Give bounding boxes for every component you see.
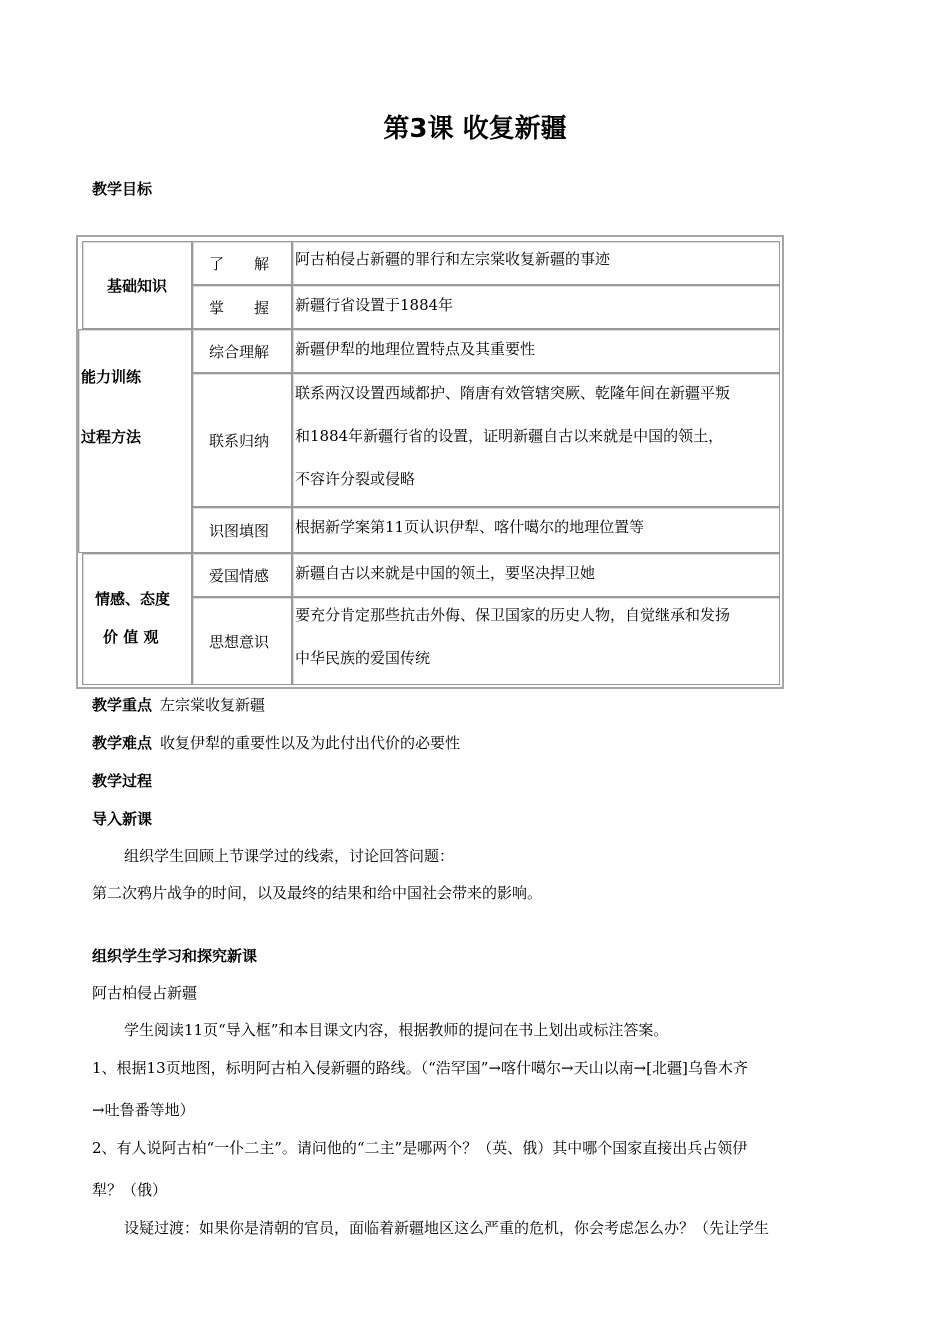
difficulty-text: 收复伊犁的重要性以及为此付出代价的必要性 — [160, 734, 461, 752]
difficulty — [92, 732, 460, 753]
category-cell — [78, 329, 192, 553]
content-text: 根据新学案第11页认识伊犁、喀什噶尔的地理位置等 — [295, 518, 645, 536]
intro-heading: 导入新课 — [92, 810, 153, 828]
content-text: 新疆自古以来就是中国的领土，要坚决捍卫她 — [295, 564, 596, 582]
sub-cell — [192, 553, 292, 597]
key-point-label: 教学重点 — [92, 696, 153, 714]
content-text: 联系两汉设置西域都护、隋唐有效管辖突厥、乾隆年间在新疆平叛 — [295, 384, 731, 402]
content-text: 阿古柏侵占新疆的罪行和左宗棠收复新疆的事迹 — [295, 250, 611, 268]
subsection-title: 阿古柏侵占新疆 — [92, 984, 198, 1002]
content-cell — [292, 329, 780, 373]
sub-cell — [192, 373, 292, 507]
body-paragraph: 学生阅读11页“导入框”和本目课文内容，根据教师的提问在书上划出或标注答案。 — [124, 1021, 669, 1039]
category-label: 能力训练 — [81, 368, 142, 386]
category-cell — [82, 241, 192, 329]
content-text: 不容许分裂或侵略 — [295, 470, 416, 488]
sub-label: 综合理解 — [209, 342, 270, 361]
question-2: 2、有人说阿古柏“一仆二主”。请问他的“二主”是哪两个？（英、俄）其中哪个国家直接出兵占领伊 — [92, 1139, 748, 1157]
transition-paragraph: 设疑过渡：如果你是清朝的官员，面临着新疆地区这么严重的危机，你会考虑怎么办？（先让学生 — [124, 1219, 770, 1237]
content-text: 新疆行省设置于1884年 — [295, 296, 454, 314]
sub-cell — [192, 329, 292, 373]
category-cell — [82, 553, 192, 685]
sub-cell — [192, 507, 292, 553]
page-title: 第3课 收复新疆 — [383, 114, 567, 144]
sub-label: 联系归纳 — [209, 431, 270, 450]
content-text: 新疆伊犁的地理位置特点及其重要性 — [295, 340, 536, 358]
category-label: 情感、态度 — [95, 590, 171, 608]
content-cell — [292, 241, 780, 285]
content-cell — [292, 373, 780, 507]
content-cell — [292, 553, 780, 597]
sub-label: 了 解 — [209, 254, 270, 273]
content-text: 要充分肯定那些抗击外侮、保卫国家的历史人物，自觉继承和发扬 — [295, 606, 731, 624]
sub-label: 识图填图 — [209, 521, 270, 540]
content-cell — [292, 597, 780, 685]
sub-label: 爱国情感 — [209, 566, 270, 585]
category-label: 过程方法 — [81, 428, 142, 446]
objectives-table — [76, 235, 784, 689]
question-1-cont: →吐鲁番等地） — [92, 1101, 195, 1119]
content-cell — [292, 285, 780, 329]
question-1: 1、根据13页地图，标明阿古柏入侵新疆的路线。（“浩罕国”→喀什噶尔→天山以南→[北疆]乌鲁木齐 — [92, 1059, 748, 1077]
question-2-cont: 犁？（俄） — [92, 1181, 168, 1199]
sub-cell — [192, 241, 292, 285]
key-point-text: 左宗棠收复新疆 — [160, 696, 266, 714]
difficulty-label: 教学难点 — [92, 734, 153, 752]
content-cell — [292, 507, 780, 553]
section-goals-heading: 教学目标 — [92, 180, 153, 198]
sub-cell — [192, 597, 292, 685]
content-text: 和1884年新疆行省的设置，证明新疆自古以来就是中国的领土， — [295, 427, 724, 445]
category-label: 价 值 观 — [103, 628, 159, 646]
category-label: 基础知识 — [106, 276, 167, 295]
intro-paragraph: 第二次鸦片战争的时间，以及最终的结果和给中国社会带来的影响。 — [92, 884, 543, 902]
sub-cell — [192, 285, 292, 329]
key-point — [92, 694, 265, 715]
study-heading: 组织学生学习和探究新课 — [92, 947, 258, 965]
content-text: 中华民族的爱国传统 — [295, 649, 431, 667]
sub-label: 思想意识 — [209, 632, 270, 651]
process-heading: 教学过程 — [92, 772, 153, 790]
intro-paragraph: 组织学生回顾上节课学过的线索，讨论回答问题： — [124, 847, 455, 865]
sub-label: 掌 握 — [209, 298, 270, 317]
